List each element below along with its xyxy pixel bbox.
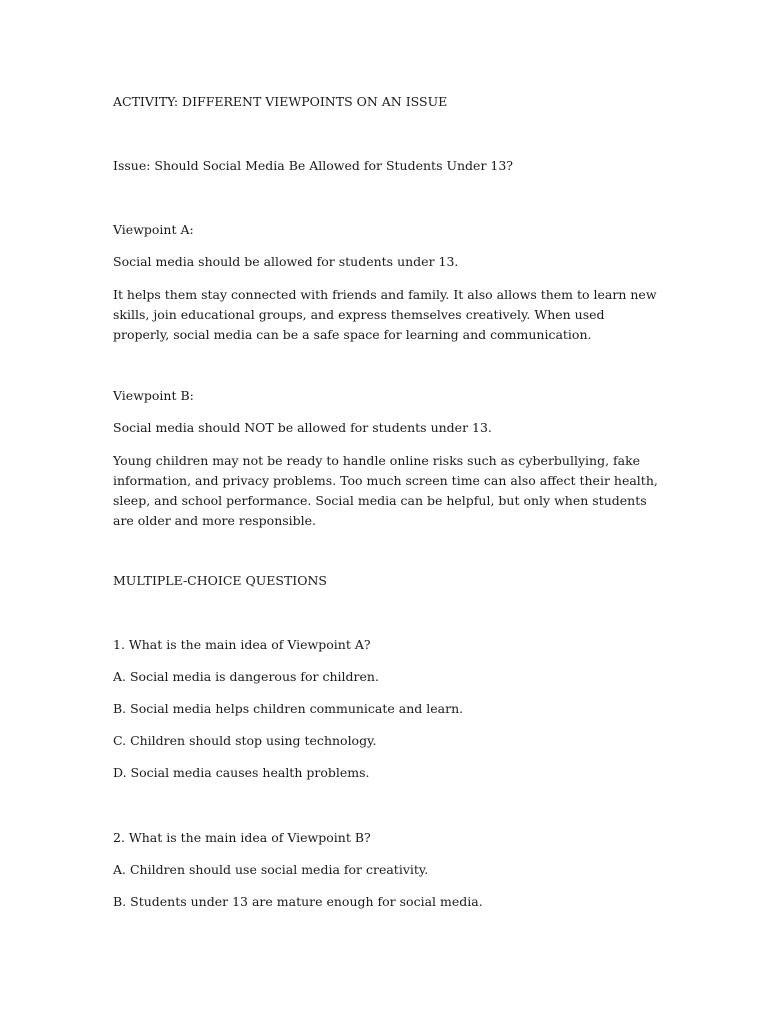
mcq-heading: MULTIPLE-CHOICE QUESTIONS xyxy=(113,573,327,588)
viewpoint-a-body: It helps them stay connected with friends and family. It also allows them to learn new skills, join educational groups, and express themselves creatively. When used properly, social media can be a safe space for learning and communication. xyxy=(113,287,657,342)
activity-title: ACTIVITY: DIFFERENT VIEWPOINTS ON AN ISSUE xyxy=(113,94,448,109)
question-1-option-c: C. Children should stop using technology. xyxy=(113,733,377,748)
issue-statement: Issue: Should Social Media Be Allowed for Students Under 13? xyxy=(113,158,514,173)
question-1-option-b: B. Social media helps children communicate and learn. xyxy=(113,701,464,716)
viewpoint-b-heading: Viewpoint B: xyxy=(113,388,194,403)
question-2: 2. What is the main idea of Viewpoint B? xyxy=(113,830,371,845)
viewpoint-a-heading: Viewpoint A: xyxy=(113,222,194,237)
viewpoint-b-body: Young children may not be ready to handle online risks such as cyberbullying, fake information, and privacy problems. Too much screen time can also affect their health, sleep, and school performance. Social media can be helpful, but only when students are older and more responsible. xyxy=(113,453,658,528)
question-1-option-a: A. Social media is dangerous for children. xyxy=(113,669,379,684)
question-2-option-a: A. Children should use social media for creativity. xyxy=(113,862,429,877)
question-1: 1. What is the main idea of Viewpoint A? xyxy=(113,637,371,652)
viewpoint-b-claim: Social media should NOT be allowed for students under 13. xyxy=(113,420,492,435)
question-2-option-b: B. Students under 13 are mature enough for social media. xyxy=(113,894,483,909)
question-1-option-d: D. Social media causes health problems. xyxy=(113,765,370,780)
viewpoint-a-claim: Social media should be allowed for students under 13. xyxy=(113,254,459,269)
